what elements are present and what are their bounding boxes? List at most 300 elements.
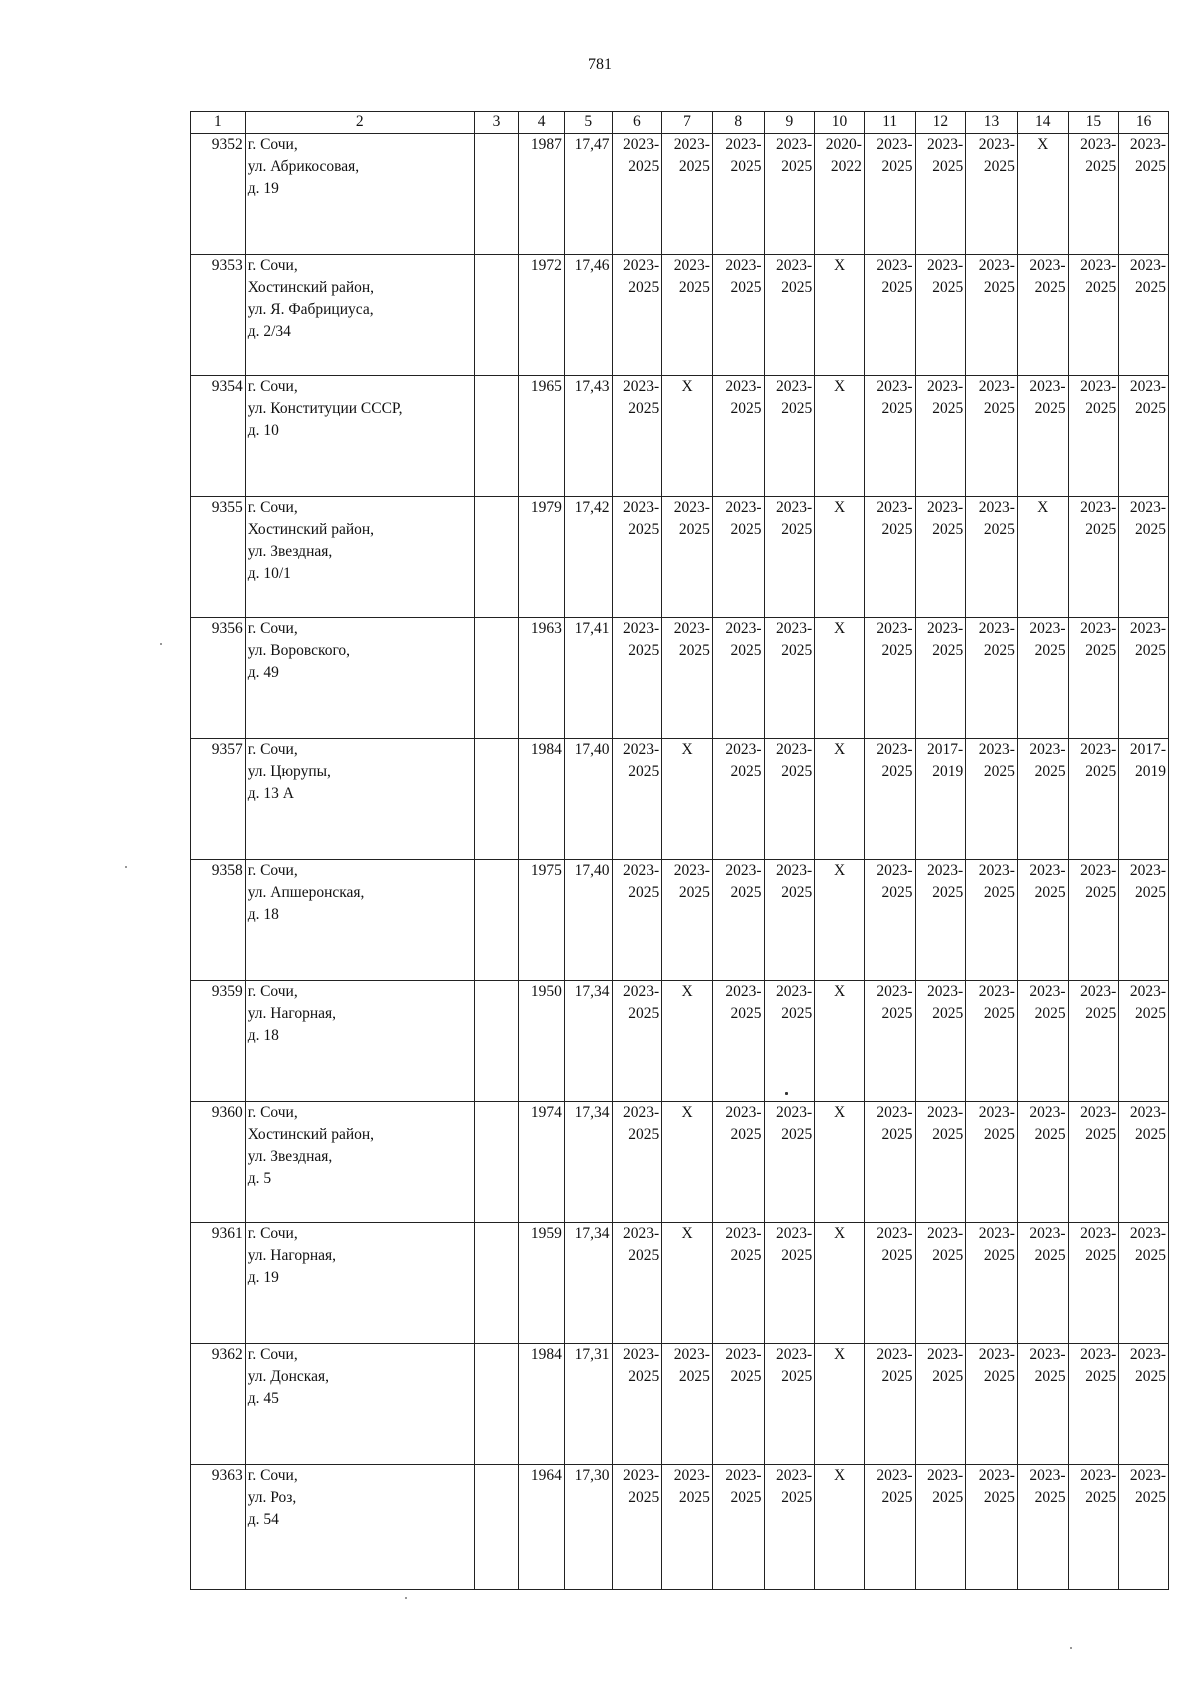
period-end: 2025	[1034, 1368, 1066, 1385]
period-end: 2025	[628, 521, 660, 538]
period-end: 2025	[628, 884, 660, 901]
period-cell	[764, 739, 815, 860]
period-start: 2023-	[1080, 862, 1117, 879]
period-cell	[815, 134, 865, 255]
period-start: 2023-	[725, 620, 762, 637]
period-end: 2025	[983, 521, 1015, 538]
period-cell	[612, 1344, 662, 1465]
period-cell	[915, 1344, 966, 1465]
period-start: 2023-	[876, 1104, 913, 1121]
period-cell	[662, 618, 713, 739]
period-cell	[712, 376, 764, 497]
period-end: 2025	[678, 884, 710, 901]
period-cell	[712, 860, 764, 981]
period-cell	[1017, 1344, 1068, 1465]
period-start: 2023-	[1029, 1225, 1066, 1242]
period-end: 2025	[1034, 884, 1066, 901]
col3-cell	[474, 981, 519, 1102]
scan-speck	[785, 1092, 788, 1095]
year-cell: 1965	[519, 376, 565, 497]
period-cell	[915, 255, 966, 376]
period-end: 2025	[1034, 279, 1066, 296]
period-end: 2025	[881, 400, 913, 417]
period-end: 2025	[932, 884, 964, 901]
period-end: 2025	[628, 158, 660, 175]
address-line: д. 18	[247, 906, 279, 923]
address-line: д. 49	[247, 664, 279, 681]
period-start: 2023-	[1080, 741, 1117, 758]
period-cell	[864, 376, 915, 497]
period-end: 2025	[932, 1126, 964, 1143]
value-cell: 17,42	[564, 497, 612, 618]
address-line: д. 54	[247, 1511, 279, 1528]
period-cell	[864, 497, 915, 618]
period-start: 2023-	[673, 257, 710, 274]
period-end: 2025	[1085, 763, 1117, 780]
column-header: 12	[915, 112, 966, 134]
period-start: 2023-	[927, 1225, 964, 1242]
x-mark-cell: Х	[815, 739, 865, 860]
period-start: 2023-	[978, 1104, 1015, 1121]
period-cell	[662, 1465, 713, 1590]
x-mark-cell: Х	[662, 739, 713, 860]
period-cell	[712, 1465, 764, 1590]
period-end: 2025	[730, 642, 762, 659]
period-end: 2025	[1085, 1489, 1117, 1506]
address-line: г. Сочи,	[247, 1225, 298, 1242]
period-cell	[662, 255, 713, 376]
period-cell	[966, 860, 1018, 981]
period-end: 2025	[1135, 1489, 1166, 1506]
period-start: 2023-	[1080, 1467, 1117, 1484]
period-cell	[864, 618, 915, 739]
period-start: 2023-	[876, 136, 913, 153]
row-number: 9354	[191, 376, 246, 497]
period-start: 2023-	[673, 1346, 710, 1363]
period-cell	[1119, 134, 1169, 255]
period-cell	[1068, 1223, 1119, 1344]
address-cell	[245, 1344, 474, 1465]
period-start: 2023-	[725, 257, 762, 274]
period-cell	[712, 618, 764, 739]
period-start: 2017-	[927, 741, 964, 758]
period-start: 2023-	[978, 620, 1015, 637]
column-header: 3	[474, 112, 519, 134]
period-cell	[1017, 1223, 1068, 1344]
period-start: 2023-	[927, 862, 964, 879]
period-start: 2023-	[978, 862, 1015, 879]
period-end: 2025	[1135, 1005, 1166, 1022]
period-end: 2019	[932, 763, 964, 780]
period-start: 2023-	[673, 862, 710, 879]
period-cell	[915, 376, 966, 497]
period-start: 2023-	[1080, 1346, 1117, 1363]
period-end: 2025	[1135, 642, 1166, 659]
period-start: 2023-	[876, 741, 913, 758]
period-end: 2025	[932, 642, 964, 659]
address-cell	[245, 981, 474, 1102]
table-body	[191, 134, 1169, 1590]
period-start: 2023-	[776, 257, 813, 274]
period-start: 2023-	[978, 1467, 1015, 1484]
period-start: 2023-	[927, 136, 964, 153]
period-start: 2023-	[725, 862, 762, 879]
col3-cell	[474, 739, 519, 860]
period-start: 2023-	[876, 499, 913, 516]
year-cell: 1987	[519, 134, 565, 255]
value-cell: 17,41	[564, 618, 612, 739]
value-cell: 17,34	[564, 1102, 612, 1223]
period-start: 2023-	[1129, 620, 1166, 637]
period-end: 2025	[983, 400, 1015, 417]
period-cell	[764, 255, 815, 376]
period-start: 2023-	[623, 862, 660, 879]
period-end: 2025	[730, 279, 762, 296]
address-cell	[245, 255, 474, 376]
year-cell: 1964	[519, 1465, 565, 1590]
period-cell	[1119, 1465, 1169, 1590]
period-cell	[915, 618, 966, 739]
period-start: 2023-	[673, 499, 710, 516]
period-start: 2023-	[1029, 1104, 1066, 1121]
period-cell	[1119, 618, 1169, 739]
period-cell	[1017, 618, 1068, 739]
period-cell	[612, 1102, 662, 1223]
period-cell	[612, 255, 662, 376]
period-start: 2023-	[927, 983, 964, 1000]
period-start: 2023-	[623, 1346, 660, 1363]
period-start: 2023-	[623, 257, 660, 274]
period-cell	[966, 376, 1018, 497]
year-cell: 1972	[519, 255, 565, 376]
period-cell	[966, 1465, 1018, 1590]
row-number: 9353	[191, 255, 246, 376]
address-line: г. Сочи,	[247, 741, 298, 758]
period-cell	[966, 1223, 1018, 1344]
period-cell	[662, 1344, 713, 1465]
x-mark-cell: Х	[1017, 134, 1068, 255]
period-start: 2023-	[725, 741, 762, 758]
period-end: 2025	[1034, 1489, 1066, 1506]
period-start: 2023-	[1129, 862, 1166, 879]
period-start: 2023-	[1129, 257, 1166, 274]
period-end: 2025	[932, 279, 964, 296]
x-mark-cell: Х	[815, 376, 865, 497]
period-cell	[712, 1344, 764, 1465]
period-start: 2023-	[623, 378, 660, 395]
column-header: 9	[764, 112, 815, 134]
period-start: 2023-	[978, 499, 1015, 516]
period-end: 2025	[1135, 1247, 1166, 1264]
registry-table	[190, 111, 1169, 1590]
period-end: 2025	[881, 1368, 913, 1385]
period-start: 2017-	[1129, 741, 1166, 758]
period-start: 2023-	[1129, 378, 1166, 395]
row-number: 9352	[191, 134, 246, 255]
period-end: 2025	[983, 1126, 1015, 1143]
period-cell	[1017, 1465, 1068, 1590]
period-cell	[966, 618, 1018, 739]
period-end: 2025	[983, 642, 1015, 659]
period-end: 2025	[781, 1368, 813, 1385]
period-start: 2023-	[978, 136, 1015, 153]
period-cell	[1068, 134, 1119, 255]
table-row	[191, 134, 1169, 255]
period-start: 2023-	[725, 983, 762, 1000]
table-row	[191, 618, 1169, 739]
period-cell	[764, 497, 815, 618]
period-cell	[864, 860, 915, 981]
period-end: 2025	[1085, 400, 1117, 417]
period-end: 2025	[781, 1005, 813, 1022]
period-end: 2025	[730, 1368, 762, 1385]
col3-cell	[474, 255, 519, 376]
period-end: 2025	[932, 400, 964, 417]
period-end: 2025	[1085, 642, 1117, 659]
value-cell: 17,30	[564, 1465, 612, 1590]
period-cell	[864, 255, 915, 376]
period-cell	[612, 739, 662, 860]
period-start: 2023-	[725, 378, 762, 395]
period-cell	[915, 1102, 966, 1223]
period-cell	[966, 134, 1018, 255]
value-cell: 17,34	[564, 1223, 612, 1344]
period-end: 2025	[781, 400, 813, 417]
address-line: д. 19	[247, 1269, 279, 1286]
address-line: г. Сочи,	[247, 257, 298, 274]
x-mark-cell: Х	[815, 1102, 865, 1223]
period-cell	[915, 134, 966, 255]
period-cell	[712, 255, 764, 376]
value-cell: 17,34	[564, 981, 612, 1102]
table-row	[191, 255, 1169, 376]
table-row	[191, 1223, 1169, 1344]
column-header: 6	[612, 112, 662, 134]
period-cell	[1068, 618, 1119, 739]
period-start: 2023-	[1080, 983, 1117, 1000]
address-line: г. Сочи,	[247, 1467, 298, 1484]
period-cell	[1068, 739, 1119, 860]
x-mark-cell: Х	[815, 1465, 865, 1590]
period-cell	[612, 134, 662, 255]
column-header: 15	[1068, 112, 1119, 134]
period-start: 2023-	[776, 1104, 813, 1121]
period-cell	[764, 376, 815, 497]
column-header: 1	[191, 112, 246, 134]
address-line: ул. Конституции СССР,	[247, 400, 403, 417]
period-start: 2023-	[876, 620, 913, 637]
row-number: 9357	[191, 739, 246, 860]
period-end: 2025	[932, 1247, 964, 1264]
address-line: ул. Роз,	[247, 1489, 297, 1506]
x-mark-cell: Х	[1017, 497, 1068, 618]
address-line: д. 5	[247, 1170, 272, 1187]
row-number: 9355	[191, 497, 246, 618]
period-cell	[1017, 739, 1068, 860]
scan-speck	[1070, 1647, 1072, 1649]
period-end: 2025	[781, 1489, 813, 1506]
period-end: 2025	[881, 279, 913, 296]
address-cell	[245, 739, 474, 860]
period-end: 2025	[983, 763, 1015, 780]
address-line: ул. Нагорная,	[247, 1247, 336, 1264]
year-cell: 1984	[519, 1344, 565, 1465]
period-start: 2023-	[1029, 620, 1066, 637]
period-start: 2023-	[1080, 378, 1117, 395]
row-number: 9361	[191, 1223, 246, 1344]
period-end: 2025	[1085, 884, 1117, 901]
period-end: 2025	[730, 1247, 762, 1264]
page-number: 781	[588, 56, 612, 73]
period-end: 2025	[628, 1489, 660, 1506]
period-start: 2023-	[1080, 136, 1117, 153]
col3-cell	[474, 1102, 519, 1223]
period-end: 2025	[881, 1247, 913, 1264]
header-row	[191, 112, 1169, 134]
period-cell	[1017, 860, 1068, 981]
column-header: 2	[245, 112, 474, 134]
period-end: 2025	[628, 400, 660, 417]
period-end: 2025	[730, 1005, 762, 1022]
row-number: 9360	[191, 1102, 246, 1223]
period-cell	[915, 497, 966, 618]
period-cell	[966, 255, 1018, 376]
period-end: 2025	[1135, 884, 1166, 901]
address-line: ул. Звездная,	[247, 543, 333, 560]
col3-cell	[474, 1223, 519, 1344]
period-start: 2023-	[1029, 257, 1066, 274]
period-end: 2025	[781, 279, 813, 296]
period-start: 2023-	[927, 378, 964, 395]
period-start: 2023-	[623, 499, 660, 516]
period-cell	[712, 739, 764, 860]
period-end: 2025	[1085, 1247, 1117, 1264]
scan-speck	[160, 643, 162, 645]
column-header: 13	[966, 112, 1018, 134]
period-cell	[1068, 860, 1119, 981]
period-start: 2023-	[776, 499, 813, 516]
period-end: 2025	[881, 763, 913, 780]
address-line: г. Сочи,	[247, 1104, 298, 1121]
period-cell	[1068, 981, 1119, 1102]
period-cell	[1017, 981, 1068, 1102]
period-cell	[612, 981, 662, 1102]
period-end: 2025	[983, 1489, 1015, 1506]
address-line: г. Сочи,	[247, 378, 298, 395]
address-line: Хостинский район,	[247, 279, 375, 296]
period-end: 2025	[881, 1126, 913, 1143]
period-cell	[612, 618, 662, 739]
period-start: 2023-	[1080, 1104, 1117, 1121]
period-cell	[864, 981, 915, 1102]
address-line: Хостинский район,	[247, 521, 375, 538]
period-start: 2023-	[876, 1225, 913, 1242]
period-start: 2023-	[623, 1104, 660, 1121]
value-cell: 17,43	[564, 376, 612, 497]
period-cell	[612, 1465, 662, 1590]
period-cell	[915, 981, 966, 1102]
period-end: 2025	[1135, 279, 1166, 296]
period-end: 2025	[781, 884, 813, 901]
value-cell: 17,31	[564, 1344, 612, 1465]
period-start: 2023-	[725, 1104, 762, 1121]
period-end: 2025	[678, 158, 710, 175]
period-end: 2025	[1034, 1005, 1066, 1022]
period-start: 2023-	[1129, 136, 1166, 153]
period-start: 2023-	[1129, 1104, 1166, 1121]
period-start: 2023-	[876, 1346, 913, 1363]
col3-cell	[474, 618, 519, 739]
row-number: 9358	[191, 860, 246, 981]
period-cell	[864, 1465, 915, 1590]
period-start: 2023-	[978, 983, 1015, 1000]
x-mark-cell: Х	[815, 497, 865, 618]
col3-cell	[474, 497, 519, 618]
period-end: 2025	[730, 1489, 762, 1506]
period-start: 2023-	[623, 620, 660, 637]
period-start: 2023-	[978, 741, 1015, 758]
period-cell	[864, 1223, 915, 1344]
period-cell	[966, 981, 1018, 1102]
period-end: 2025	[1085, 1368, 1117, 1385]
period-start: 2023-	[623, 1467, 660, 1484]
period-cell	[712, 981, 764, 1102]
period-cell	[966, 1344, 1018, 1465]
period-end: 2025	[678, 1368, 710, 1385]
period-end: 2025	[628, 1368, 660, 1385]
col3-cell	[474, 1344, 519, 1465]
period-start: 2023-	[876, 257, 913, 274]
period-start: 2023-	[776, 620, 813, 637]
period-start: 2023-	[776, 983, 813, 1000]
address-line: ул. Воровского,	[247, 642, 351, 659]
period-end: 2025	[983, 1368, 1015, 1385]
address-line: ул. Звездная,	[247, 1148, 333, 1165]
address-line: г. Сочи,	[247, 136, 298, 153]
table-row	[191, 497, 1169, 618]
period-start: 2023-	[673, 136, 710, 153]
period-end: 2025	[881, 158, 913, 175]
address-line: ул. Нагорная,	[247, 1005, 336, 1022]
period-cell	[662, 860, 713, 981]
period-cell	[764, 1465, 815, 1590]
period-end: 2025	[1135, 1368, 1166, 1385]
period-start: 2023-	[623, 136, 660, 153]
address-line: д. 45	[247, 1390, 279, 1407]
period-start: 2023-	[1029, 1467, 1066, 1484]
column-header: 4	[519, 112, 565, 134]
period-start: 2023-	[776, 1346, 813, 1363]
address-line: ул. Цюрупы,	[247, 763, 331, 780]
address-line: д. 19	[247, 180, 279, 197]
period-end: 2025	[881, 884, 913, 901]
table-row	[191, 1344, 1169, 1465]
period-cell	[712, 134, 764, 255]
period-end: 2025	[678, 521, 710, 538]
period-cell	[612, 376, 662, 497]
table-row	[191, 981, 1169, 1102]
period-cell	[1068, 255, 1119, 376]
period-start: 2023-	[623, 1225, 660, 1242]
row-number: 9359	[191, 981, 246, 1102]
period-cell	[612, 1223, 662, 1344]
period-cell	[764, 618, 815, 739]
x-mark-cell: Х	[815, 1223, 865, 1344]
period-cell	[1119, 981, 1169, 1102]
period-end: 2025	[1135, 521, 1166, 538]
period-cell	[1068, 1465, 1119, 1590]
address-cell	[245, 376, 474, 497]
